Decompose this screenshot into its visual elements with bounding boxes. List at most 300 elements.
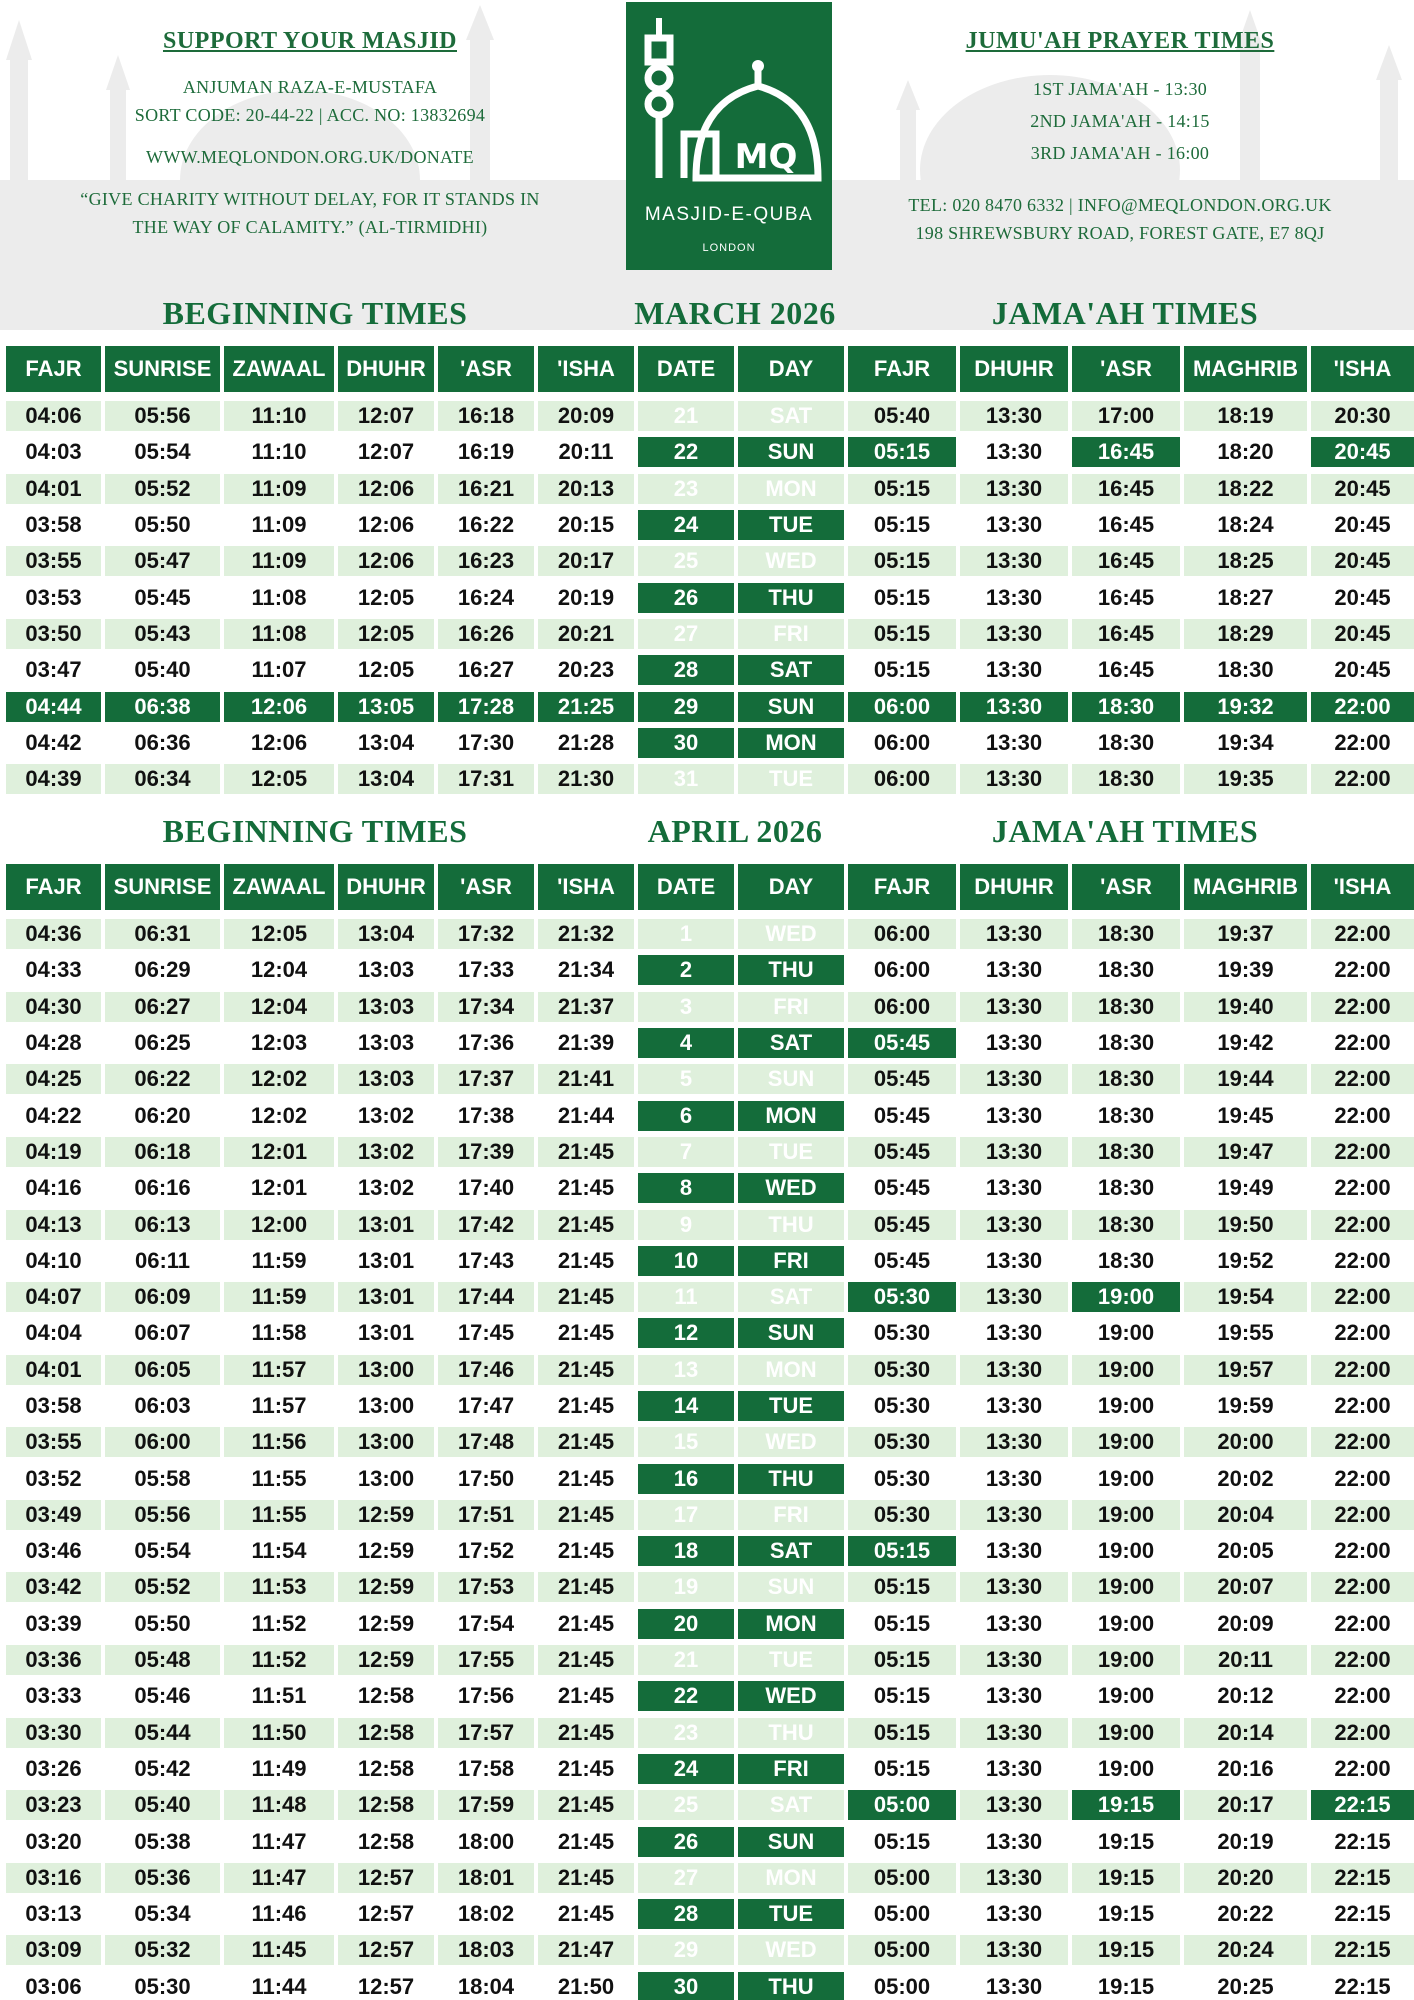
cell-value: 12:59	[338, 1645, 434, 1675]
cell-value: 21:45	[538, 1282, 634, 1312]
cell-value: 12:57	[357, 1901, 415, 1927]
table-cell	[1184, 989, 1307, 1025]
cell-value: 30	[638, 1972, 734, 2000]
cell-value: THU	[738, 1464, 844, 1494]
cell-value: 18:19	[1184, 401, 1307, 431]
cell-value: MON	[738, 1609, 844, 1639]
cell-value: 13	[638, 1355, 734, 1385]
table-cell	[224, 1823, 334, 1859]
table-cell	[1184, 1025, 1307, 1061]
table-cell	[848, 761, 956, 797]
table-cell	[1072, 1097, 1180, 1133]
table-cell	[105, 1170, 220, 1206]
table-cell	[738, 1061, 844, 1097]
cell-value: 21:45	[557, 1828, 615, 1854]
cell-value: 17:51	[438, 1500, 534, 1530]
table-cell	[960, 434, 1068, 470]
table-cell	[338, 725, 434, 761]
table-cell	[6, 1097, 101, 1133]
april-header-row	[6, 864, 1414, 910]
table-cell	[1311, 579, 1414, 615]
page-header	[0, 0, 1414, 300]
cell-value: 30	[638, 728, 734, 758]
cell-value: 13:30	[985, 1973, 1043, 1999]
cell-value: 16:45	[1097, 657, 1155, 683]
table-row	[6, 1243, 1414, 1279]
cell-value: 16:45	[1097, 584, 1155, 610]
table-cell	[638, 1932, 734, 1968]
table-cell	[105, 916, 220, 952]
cell-value: 18:30	[1097, 1102, 1155, 1128]
table-cell	[638, 1606, 734, 1642]
cell-value: 13:30	[960, 1790, 1068, 1820]
table-cell	[848, 989, 956, 1025]
cell-value: WED	[738, 919, 844, 949]
table-cell	[438, 1170, 534, 1206]
charity-quote-line-1: “GIVE CHARITY WITHOUT DELAY, FOR IT STANDS IN	[80, 189, 540, 209]
table-cell	[538, 1460, 634, 1496]
table-cell	[1072, 688, 1180, 724]
cell-value: 13:30	[985, 1610, 1043, 1636]
table-cell	[1184, 1569, 1307, 1605]
cell-value: 05:30	[873, 1393, 931, 1418]
table-cell	[538, 1606, 634, 1642]
cell-value: 22:00	[1311, 1718, 1414, 1748]
cell-value: 21:25	[538, 692, 634, 722]
table-cell	[224, 616, 334, 652]
table-cell	[105, 1569, 220, 1605]
table-cell	[1311, 1243, 1414, 1279]
table-cell	[1072, 1969, 1180, 2000]
table-cell	[1311, 725, 1414, 761]
table-cell	[848, 1170, 956, 1206]
support-org: ANJUMAN RAZA-E-MUSTAFA	[182, 77, 438, 97]
table-cell	[1311, 1606, 1414, 1642]
cell-value: 17:38	[457, 1102, 515, 1128]
table-cell	[848, 471, 956, 507]
table-cell	[638, 989, 734, 1025]
table-cell	[1311, 398, 1414, 434]
cell-value: 19:35	[1184, 764, 1307, 794]
charity-quote-line-2: THE WAY OF CALAMITY.” (AL-TIRMIDHI)	[132, 217, 488, 237]
cell-value: 05:30	[848, 1282, 956, 1312]
cell-value: 13:30	[985, 1320, 1043, 1346]
table-cell	[1311, 1497, 1414, 1533]
cell-value: 06:13	[105, 1210, 220, 1240]
table-cell	[224, 1969, 334, 2000]
table-cell	[105, 761, 220, 797]
cell-value: 03:09	[6, 1935, 101, 1965]
table-cell	[6, 1642, 101, 1678]
cell-value: 2	[638, 955, 734, 985]
cell-value: 05:40	[848, 401, 956, 431]
table-cell	[1184, 471, 1307, 507]
table-cell	[960, 1170, 1068, 1206]
cell-value: 12:05	[357, 657, 415, 683]
cell-value: 13:30	[985, 1755, 1043, 1781]
table-cell	[1184, 1606, 1307, 1642]
table-cell	[438, 1715, 534, 1751]
table-cell	[538, 579, 634, 615]
april-col-header: SUNRISE	[105, 864, 220, 910]
table-cell	[438, 725, 534, 761]
table-cell	[224, 1606, 334, 1642]
table-cell	[738, 1569, 844, 1605]
table-cell	[638, 1061, 734, 1097]
table-cell	[224, 398, 334, 434]
table-row	[6, 688, 1414, 724]
table-cell	[848, 916, 956, 952]
table-row	[6, 1424, 1414, 1460]
table-cell	[960, 543, 1068, 579]
cell-value: 16:45	[1072, 437, 1180, 467]
table-row	[6, 1569, 1414, 1605]
cell-value: 17:31	[438, 764, 534, 794]
cell-value: 13:30	[985, 1901, 1043, 1927]
cell-value: 21	[638, 401, 734, 431]
cell-value: 11:48	[224, 1790, 334, 1820]
table-cell	[438, 1388, 534, 1424]
table-cell	[338, 1606, 434, 1642]
table-row	[6, 1025, 1414, 1061]
cell-value: 18:27	[1217, 584, 1274, 610]
table-cell	[6, 579, 101, 615]
cell-value: 18:30	[1097, 729, 1155, 755]
table-cell	[438, 1061, 534, 1097]
cell-value: 19:42	[1217, 1030, 1274, 1056]
table-cell	[1184, 1170, 1307, 1206]
table-cell	[848, 1388, 956, 1424]
cell-value: 20:14	[1184, 1718, 1307, 1748]
cell-value: 05:45	[848, 1210, 956, 1240]
table-cell	[224, 1569, 334, 1605]
cell-value: MON	[738, 728, 844, 758]
table-cell	[438, 1642, 534, 1678]
cell-value: 05:30	[873, 1320, 931, 1346]
cell-value: 03:58	[25, 1393, 82, 1418]
table-cell	[6, 1497, 101, 1533]
cell-value: 19:00	[1072, 1355, 1180, 1385]
cell-value: 11:47	[251, 1828, 307, 1854]
cell-value: 13:30	[985, 584, 1043, 610]
table-cell	[338, 398, 434, 434]
cell-value: SAT	[738, 1536, 844, 1566]
cell-value: 03:13	[25, 1901, 82, 1927]
table-cell	[638, 1569, 734, 1605]
table-cell	[438, 761, 534, 797]
table-cell	[1311, 1533, 1414, 1569]
cell-value: 06:03	[134, 1393, 191, 1418]
donate-link[interactable]: WWW.MEQLONDON.ORG.UK/DONATE	[146, 147, 474, 167]
cell-value: 11:52	[251, 1610, 307, 1636]
table-cell	[105, 1025, 220, 1061]
cell-value: 13:03	[357, 1030, 415, 1056]
table-cell	[848, 1460, 956, 1496]
cell-value: SUN	[738, 1318, 844, 1348]
table-cell	[538, 1969, 634, 2000]
cell-value: 22:00	[1311, 1355, 1414, 1385]
table-cell	[1072, 471, 1180, 507]
cell-value: 03:26	[25, 1755, 82, 1781]
cell-value: 20:04	[1184, 1500, 1307, 1530]
cell-value: 12:57	[338, 1863, 434, 1893]
cell-value: 22:00	[1334, 957, 1391, 983]
table-cell	[848, 543, 956, 579]
table-cell	[1072, 1352, 1180, 1388]
cell-value: 13:00	[357, 1465, 415, 1491]
march-col-header: DATE	[638, 346, 734, 392]
cell-value: 06:07	[134, 1320, 191, 1346]
table-cell	[638, 434, 734, 470]
cell-value: 12:58	[357, 1683, 415, 1709]
cell-value: 13:30	[985, 1247, 1043, 1273]
cell-value: 20	[638, 1609, 734, 1639]
cell-value: 22:15	[1334, 1973, 1391, 1999]
table-cell	[1072, 579, 1180, 615]
cell-value: 04:44	[6, 692, 101, 722]
cell-value: MON	[738, 1101, 844, 1131]
cell-value: FRI	[738, 619, 844, 649]
cell-value: 21:45	[557, 1320, 615, 1346]
cell-value: 12:02	[224, 1064, 334, 1094]
cell-value: 05:58	[134, 1465, 191, 1491]
table-cell	[1072, 543, 1180, 579]
cell-value: 05:15	[873, 1828, 931, 1854]
cell-value: 13:30	[985, 1828, 1043, 1854]
table-cell	[848, 725, 956, 761]
cell-value: 05:15	[873, 1683, 931, 1709]
cell-value: 06:00	[873, 729, 931, 755]
table-cell	[6, 725, 101, 761]
cell-value: 06:05	[105, 1355, 220, 1385]
cell-value: SAT	[738, 1282, 844, 1312]
cell-value: SUN	[738, 1572, 844, 1602]
cell-value: SUN	[738, 692, 844, 722]
table-cell	[638, 1315, 734, 1351]
table-cell	[105, 1678, 220, 1714]
table-cell	[538, 1642, 634, 1678]
cell-value: 11:47	[224, 1863, 334, 1893]
table-cell	[6, 1025, 101, 1061]
cell-value: 05:52	[105, 1572, 220, 1602]
table-cell	[638, 1388, 734, 1424]
cell-value: 19	[638, 1572, 734, 1602]
table-cell	[438, 1097, 534, 1133]
cell-value: 11:53	[224, 1572, 334, 1602]
cell-value: 12:59	[338, 1572, 434, 1602]
april-col-header: 'ISHA	[1311, 864, 1414, 910]
table-cell	[6, 1751, 101, 1787]
cell-value: 20:15	[557, 512, 615, 538]
table-row	[6, 1606, 1414, 1642]
cell-value: 28	[638, 655, 734, 685]
table-cell	[1072, 1751, 1180, 1787]
table-cell	[224, 1352, 334, 1388]
table-cell	[738, 471, 844, 507]
cell-value: 11:56	[224, 1427, 334, 1457]
table-cell	[848, 1206, 956, 1242]
table-cell	[638, 1969, 734, 2000]
table-cell	[738, 1134, 844, 1170]
table-cell	[1311, 761, 1414, 797]
table-cell	[1072, 761, 1180, 797]
cell-value: 21:34	[557, 957, 615, 983]
cell-value: SUN	[738, 1064, 844, 1094]
cell-value: 18:30	[1217, 657, 1274, 683]
cell-value: 12:02	[250, 1102, 308, 1128]
table-cell	[6, 1424, 101, 1460]
table-cell	[1072, 1642, 1180, 1678]
cell-value: 31	[638, 764, 734, 794]
table-cell	[438, 652, 534, 688]
cell-value: 21:45	[538, 1645, 634, 1675]
cell-value: 16:23	[438, 546, 534, 576]
cell-value: 06:00	[848, 992, 956, 1022]
cell-value: 21:37	[538, 992, 634, 1022]
table-cell	[1184, 761, 1307, 797]
table-cell	[1311, 1206, 1414, 1242]
table-cell	[638, 1206, 734, 1242]
table-cell	[438, 1751, 534, 1787]
table-cell	[538, 1497, 634, 1533]
cell-value: 19:49	[1217, 1175, 1274, 1201]
table-cell	[738, 1097, 844, 1133]
table-cell	[6, 1061, 101, 1097]
cell-value: 25	[638, 1790, 734, 1820]
table-cell	[224, 1860, 334, 1896]
table-cell	[960, 1642, 1068, 1678]
table-cell	[338, 1315, 434, 1351]
table-cell	[538, 1206, 634, 1242]
cell-value: 21	[638, 1645, 734, 1675]
cell-value: 13:03	[357, 957, 415, 983]
table-cell	[438, 1969, 534, 2000]
cell-value: 19:45	[1217, 1102, 1274, 1128]
table-cell	[638, 471, 734, 507]
table-cell	[438, 579, 534, 615]
table-cell	[1072, 916, 1180, 952]
table-cell	[1311, 1932, 1414, 1968]
table-row	[6, 952, 1414, 988]
table-cell	[1311, 616, 1414, 652]
table-cell	[338, 1896, 434, 1932]
cell-value: 20:17	[1184, 1790, 1307, 1820]
table-cell	[1072, 507, 1180, 543]
table-cell	[338, 652, 434, 688]
table-cell	[638, 543, 734, 579]
table-cell	[538, 952, 634, 988]
cell-value: 03:23	[6, 1790, 101, 1820]
table-cell	[1184, 1279, 1307, 1315]
cell-value: 22	[638, 437, 734, 467]
table-cell	[105, 1787, 220, 1823]
cell-value: 22:00	[1311, 919, 1414, 949]
cell-value: 23	[638, 1718, 734, 1748]
cell-value: 21:28	[557, 729, 615, 755]
cell-value: 12:04	[250, 957, 308, 983]
table-cell	[1072, 1533, 1180, 1569]
cell-value: 13:01	[357, 1247, 415, 1273]
table-cell	[6, 434, 101, 470]
cell-value: 13:30	[960, 1935, 1068, 1965]
cell-value: 13:30	[960, 474, 1068, 504]
cell-value: 27	[638, 1863, 734, 1893]
table-cell	[848, 1533, 956, 1569]
table-cell	[738, 989, 844, 1025]
cell-value: 22:00	[1334, 1538, 1391, 1564]
cell-value: 13:30	[960, 1500, 1068, 1530]
table-cell	[1184, 725, 1307, 761]
cell-value: 19:55	[1217, 1320, 1274, 1346]
table-cell	[848, 688, 956, 724]
cell-value: 18:29	[1184, 619, 1307, 649]
table-cell	[1311, 1352, 1414, 1388]
table-cell	[105, 688, 220, 724]
table-cell	[1072, 1460, 1180, 1496]
table-cell	[1311, 1678, 1414, 1714]
cell-value: 04:06	[6, 401, 101, 431]
cell-value: 19:15	[1097, 1828, 1155, 1854]
cell-value: 22:00	[1334, 1175, 1391, 1201]
cell-value: 12:06	[338, 474, 434, 504]
table-cell	[438, 507, 534, 543]
cell-value: 17:30	[457, 729, 515, 755]
cell-value: THU	[738, 1718, 844, 1748]
cell-value: 21:45	[557, 1538, 615, 1564]
cell-value: 21:45	[557, 1247, 615, 1273]
cell-value: 06:36	[134, 729, 191, 755]
cell-value: SAT	[738, 401, 844, 431]
table-cell	[224, 1497, 334, 1533]
table-cell	[738, 616, 844, 652]
table-cell	[338, 616, 434, 652]
cell-value: WED	[738, 1173, 844, 1203]
table-cell	[538, 1823, 634, 1859]
cell-value: 03:55	[6, 546, 101, 576]
cell-value: 19:00	[1097, 1393, 1155, 1418]
cell-value: 11:51	[251, 1683, 307, 1709]
table-cell	[105, 1533, 220, 1569]
table-cell	[738, 1533, 844, 1569]
cell-value: 15	[638, 1427, 734, 1457]
table-cell	[1184, 398, 1307, 434]
cell-value: 13:04	[338, 764, 434, 794]
cell-value: 20:13	[538, 474, 634, 504]
cell-value: 19:15	[1097, 1973, 1155, 1999]
cell-value: 29	[638, 1935, 734, 1965]
table-cell	[105, 1896, 220, 1932]
cell-value: 18:30	[1097, 1175, 1155, 1201]
table-cell	[848, 1787, 956, 1823]
table-row	[6, 1061, 1414, 1097]
table-cell	[1184, 1097, 1307, 1133]
cell-value: 05:54	[134, 439, 191, 465]
cell-value: 13:30	[960, 1282, 1068, 1312]
cell-value: 04:07	[6, 1282, 101, 1312]
cell-value: 18:01	[438, 1863, 534, 1893]
table-row	[6, 725, 1414, 761]
cell-value: 05:30	[848, 1500, 956, 1530]
table-cell	[338, 952, 434, 988]
table-cell	[1072, 1134, 1180, 1170]
cell-value: 05:56	[105, 1500, 220, 1530]
table-cell	[105, 725, 220, 761]
table-cell	[848, 1352, 956, 1388]
table-cell	[638, 1352, 734, 1388]
table-cell	[338, 1969, 434, 2000]
cell-value: 12:59	[357, 1610, 415, 1636]
cell-value: 13:05	[338, 692, 434, 722]
